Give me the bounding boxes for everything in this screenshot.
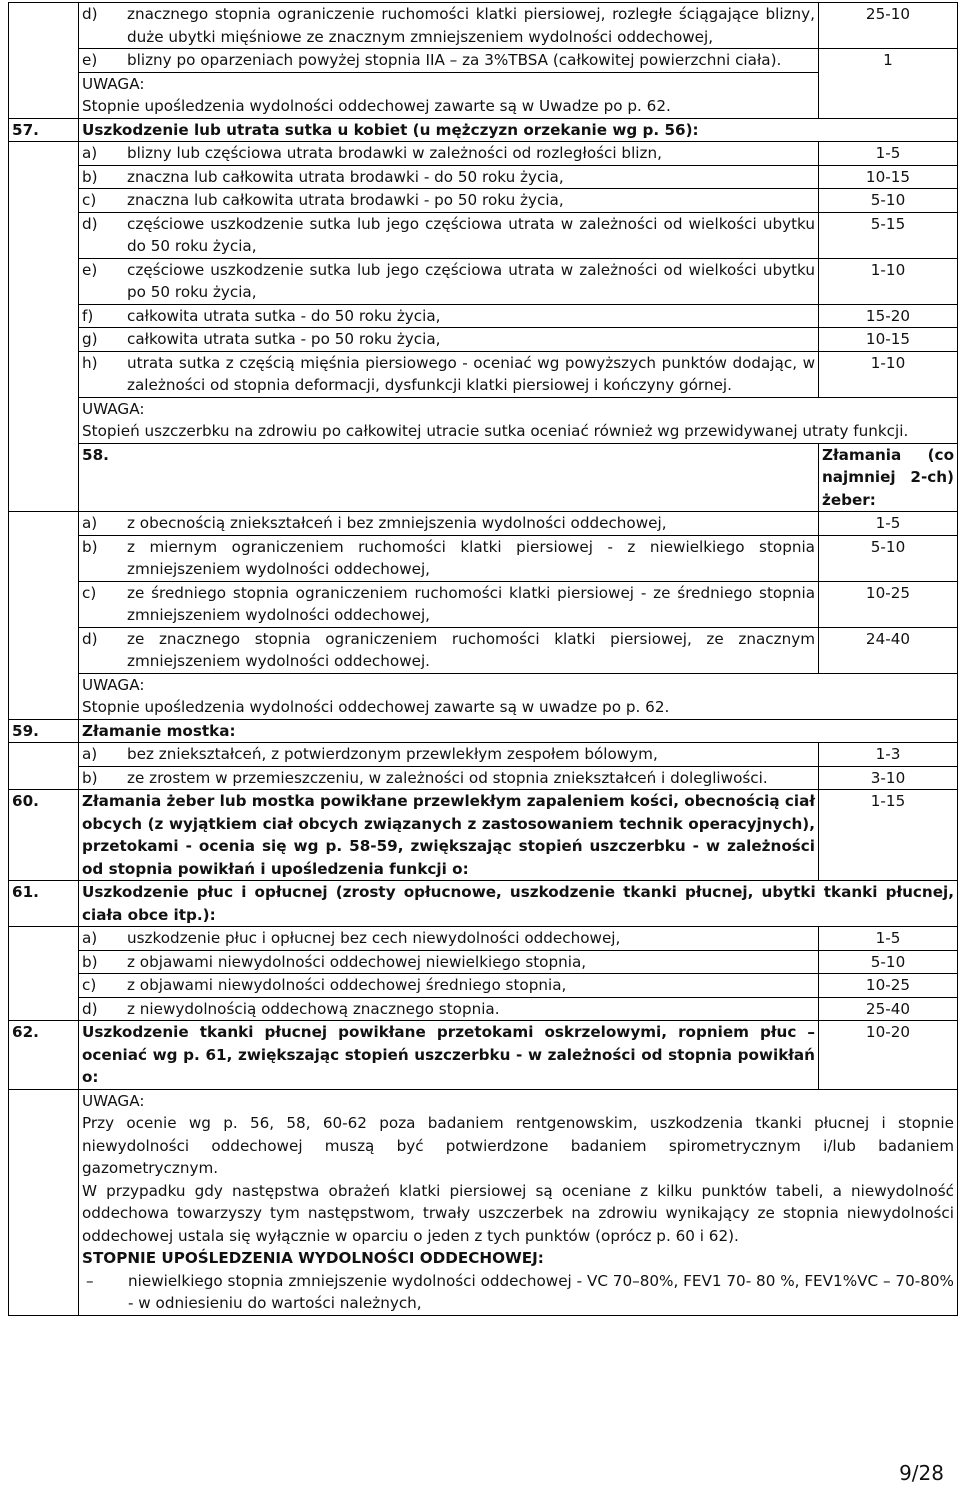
section-number: 62. <box>9 1021 79 1090</box>
section-number: 60. <box>9 790 79 881</box>
value-cell: 10-25 <box>819 974 958 998</box>
section-title: Złamanie mostka: <box>79 719 958 743</box>
item-label: c) <box>82 191 97 209</box>
table-row <box>9 719 958 743</box>
injury-table <box>8 2 958 1316</box>
item-text: bez zniekształceń, z potwierdzonym przewlekłym zespołem bólowym, <box>127 745 658 763</box>
item-text: z objawami niewydolności oddechowej niewielkiego stopnia, <box>127 952 587 971</box>
item-label: f) <box>82 306 94 325</box>
item-label: b) <box>82 167 98 186</box>
section-title: Uszkodzenie tkanki płucnej powikłane przetokami oskrzelowymi, ropniem płuc – oceniać wg p. 61, zwiększając stopień uszczerbku - w zależności od stopnia powikłań o: <box>79 1021 819 1090</box>
item-text: uszkodzenie płuc i opłucnej bez cech niewydolności oddechowej, <box>127 929 621 947</box>
item-label: a) <box>82 144 98 162</box>
value-cell: 10-15 <box>819 328 958 352</box>
note-title: UWAGA: <box>82 74 145 93</box>
item-label: b) <box>82 768 98 787</box>
value-cell: 1-3 <box>819 743 958 767</box>
table-row <box>9 304 958 328</box>
value-cell: 1-5 <box>819 512 958 536</box>
item-label: d) <box>82 214 98 233</box>
value-cell: 5-10 <box>819 535 958 581</box>
section-title: Złamania żeber lub mostka powikłane przewlekłym zapaleniem kości, obecnością ciał obcych (z wyjątkiem ciał obcych związanych z zastosowaniem technik operacyjnych), przetokami - ocenia się wg p. 58-59, zwiększając stopień uszczerbku - w zależności od stopnia powikłań i upośledzenia funkcji o: <box>79 790 819 881</box>
item-text: z objawami niewydolności oddechowej średniego stopnia, <box>127 976 567 994</box>
table-row <box>9 49 958 73</box>
table-row <box>9 512 958 536</box>
item-label: c) <box>82 583 97 602</box>
number-cell <box>9 3 79 119</box>
table-row <box>9 72 958 118</box>
item-text: znaczna lub całkowita utrata brodawki - po 50 roku życia, <box>127 191 564 209</box>
table-row <box>9 212 958 258</box>
table-row <box>9 142 958 166</box>
item-text: częściowe uszkodzenie sutka lub jego częściowa utrata w zależności od wielkości ubytku po 50 roku życia, <box>127 260 815 301</box>
table-row <box>9 997 958 1021</box>
table-row <box>9 118 958 142</box>
table-row <box>9 397 958 443</box>
item-label: h) <box>82 353 98 372</box>
table-row <box>9 3 958 49</box>
table-row <box>9 189 958 213</box>
table-row <box>9 743 958 767</box>
page-number: 9/28 <box>899 1461 944 1485</box>
value-cell: 10-15 <box>819 165 958 189</box>
value-cell: 1-5 <box>819 142 958 166</box>
value-cell: 25-40 <box>819 997 958 1021</box>
value-cell: 15-20 <box>819 304 958 328</box>
item-label: c) <box>82 976 97 994</box>
note-text: Stopnie upośledzenia wydolności oddechowej zawarte są w uwadze po p. 62. <box>82 698 670 716</box>
item-label: b) <box>82 537 98 556</box>
item-label: a) <box>82 514 98 532</box>
value-cell: 10-25 <box>819 581 958 627</box>
table-row <box>9 790 958 881</box>
item-label: g) <box>82 330 98 348</box>
list-item <box>82 1270 954 1315</box>
item-label: a) <box>82 929 98 947</box>
table-row <box>9 1021 958 1090</box>
note-title: UWAGA: <box>82 675 145 694</box>
item-text: ze średniego stopnia ograniczeniem ruchomości klatki piersiowej - ze średniego stopnia zmniejszeniem wydolności oddechowej, <box>127 583 815 624</box>
value-cell: 5-10 <box>819 950 958 974</box>
value-cell: 5-10 <box>819 189 958 213</box>
value-cell: 1-10 <box>819 258 958 304</box>
table-row <box>9 328 958 352</box>
section-title: Uszkodzenie płuc i opłucnej (zrosty opłucnowe, uszkodzenie tkanki płucnej, ubytki tkanki płucnej, ciała obce itp.): <box>79 881 958 927</box>
note-text: Stopień uszczerbku na zdrowiu po całkowitej utracie sutka oceniać również wg przewidywanej utraty funkcji. <box>82 422 909 440</box>
item-label: b) <box>82 952 98 971</box>
grades-title: STOPNIE UPOŚLEDZENIA WYDOLNOŚCI ODDECHOWEJ: <box>82 1249 544 1267</box>
item-text: blizny lub częściowa utrata brodawki w zależności od rozległości blizn, <box>127 144 662 162</box>
table-row <box>9 766 958 790</box>
value-cell: 1-10 <box>819 351 958 397</box>
item-text: ze znacznego stopnia ograniczeniem ruchomości klatki piersiowej, ze znacznym zmniejszeniem wydolności oddechowej. <box>127 629 815 670</box>
table-row <box>9 165 958 189</box>
value-cell: 1-15 <box>819 790 958 881</box>
table-row <box>9 673 958 719</box>
item-text: ze zrostem w przemieszczeniu, w zależności od stopnia zniekształceń i dolegliwości. <box>127 768 768 787</box>
table-row <box>9 258 958 304</box>
section-title: Złamania (co najmniej 2-ch) żeber: <box>819 443 958 512</box>
item-text: częściowe uszkodzenie sutka lub jego częściowa utrata w zależności od wielkości ubytku do 50 roku życia, <box>127 214 815 255</box>
item-label: d) <box>82 999 98 1018</box>
table-row <box>9 927 958 951</box>
value-cell: 24-40 <box>819 627 958 673</box>
note-title: UWAGA: <box>82 1091 145 1110</box>
item-text: z miernym ograniczeniem ruchomości klatki piersiowej - z niewielkiego stopnia zmniejszeniem wydolności oddechowej, <box>127 537 815 578</box>
section-number: 61. <box>9 881 79 927</box>
value-cell: 1 <box>819 49 958 119</box>
item-label: a) <box>82 745 98 763</box>
dash-bullet: – <box>86 1271 94 1290</box>
item-text: blizny po oparzeniach powyżej stopnia IIA – za 3%TBSA (całkowitej powierzchni ciała). <box>127 51 782 69</box>
item-text: utrata sutka z częścią mięśnia piersiowego - oceniać wg powyższych punktów dodając, w zależności od stopnia deformacji, dysfunkcji klatki piersiowej i kończyny górnej. <box>127 353 815 394</box>
item-label: d) <box>82 5 98 23</box>
note-paragraph: W przypadku gdy następstwa obrażeń klatki piersiowej są oceniane z kilku punktów tabeli, a niewydolność oddechowa towarzyszy tym następstwom, trwały uszczerbek na zdrowiu wynikający ze stopnia niewydolności oddechowej ustala się wyłącznie w oparciu o jeden z tych punktów (oprócz p. 60 i 62). <box>82 1181 954 1245</box>
table-row <box>9 535 958 581</box>
section-number: 59. <box>9 719 79 743</box>
note-text: Stopnie upośledzenia wydolności oddechowej zawarte są w Uwadze po p. 62. <box>82 97 671 115</box>
item-text: znaczna lub całkowita utrata brodawki - do 50 roku życia, <box>127 167 564 186</box>
value-cell: 3-10 <box>819 766 958 790</box>
value-cell: 1-5 <box>819 927 958 951</box>
table-row <box>9 627 958 673</box>
table-row <box>9 351 958 397</box>
section-number: 57. <box>9 118 79 142</box>
table-row <box>9 581 958 627</box>
item-text: z niewydolnością oddechową znacznego stopnia. <box>127 999 500 1018</box>
section-title: Uszkodzenie lub utrata sutka u kobiet (u mężczyzn orzekanie wg p. 56): <box>79 118 958 142</box>
note-paragraph: Przy ocenie wg p. 56, 58, 60-62 poza badaniem rentgenowskim, uszkodzenia tkanki płucnej i stopnie niewydolności oddechowej muszą być potwierdzone badaniem spirometrycznym i/lub badaniem gazometrycznym. <box>82 1114 954 1177</box>
table-row <box>9 881 958 927</box>
item-text: znacznego stopnia ograniczenie ruchomości klatki piersiowej, rozległe ściągające blizny, duże ubytki mięśniowe ze znacznym zmniejszeniem wydolności oddechowej, <box>127 5 815 46</box>
note-title: UWAGA: <box>82 399 145 418</box>
section-number: 58. <box>79 443 819 512</box>
item-label: d) <box>82 629 98 648</box>
list-item-text: niewielkiego stopnia zmniejszenie wydolności oddechowej - VC 70–80%, FEV1 70- 80 %, FEV1%VC – 70-80% - w odniesieniu do wartości należnych, <box>128 1271 954 1312</box>
value-cell: 10-20 <box>819 1021 958 1090</box>
value-cell: 25-10 <box>819 3 958 49</box>
table-row <box>9 443 958 512</box>
item-label: e) <box>82 51 98 69</box>
item-text: całkowita utrata sutka - do 50 roku życia, <box>127 306 441 325</box>
table-row <box>9 950 958 974</box>
table-row <box>9 974 958 998</box>
item-label: e) <box>82 260 98 279</box>
item-text: z obecnością zniekształceń i bez zmniejszenia wydolności oddechowej, <box>127 514 667 532</box>
value-cell: 5-15 <box>819 212 958 258</box>
table-row <box>9 1089 958 1315</box>
item-text: całkowita utrata sutka - po 50 roku życia, <box>127 330 441 348</box>
